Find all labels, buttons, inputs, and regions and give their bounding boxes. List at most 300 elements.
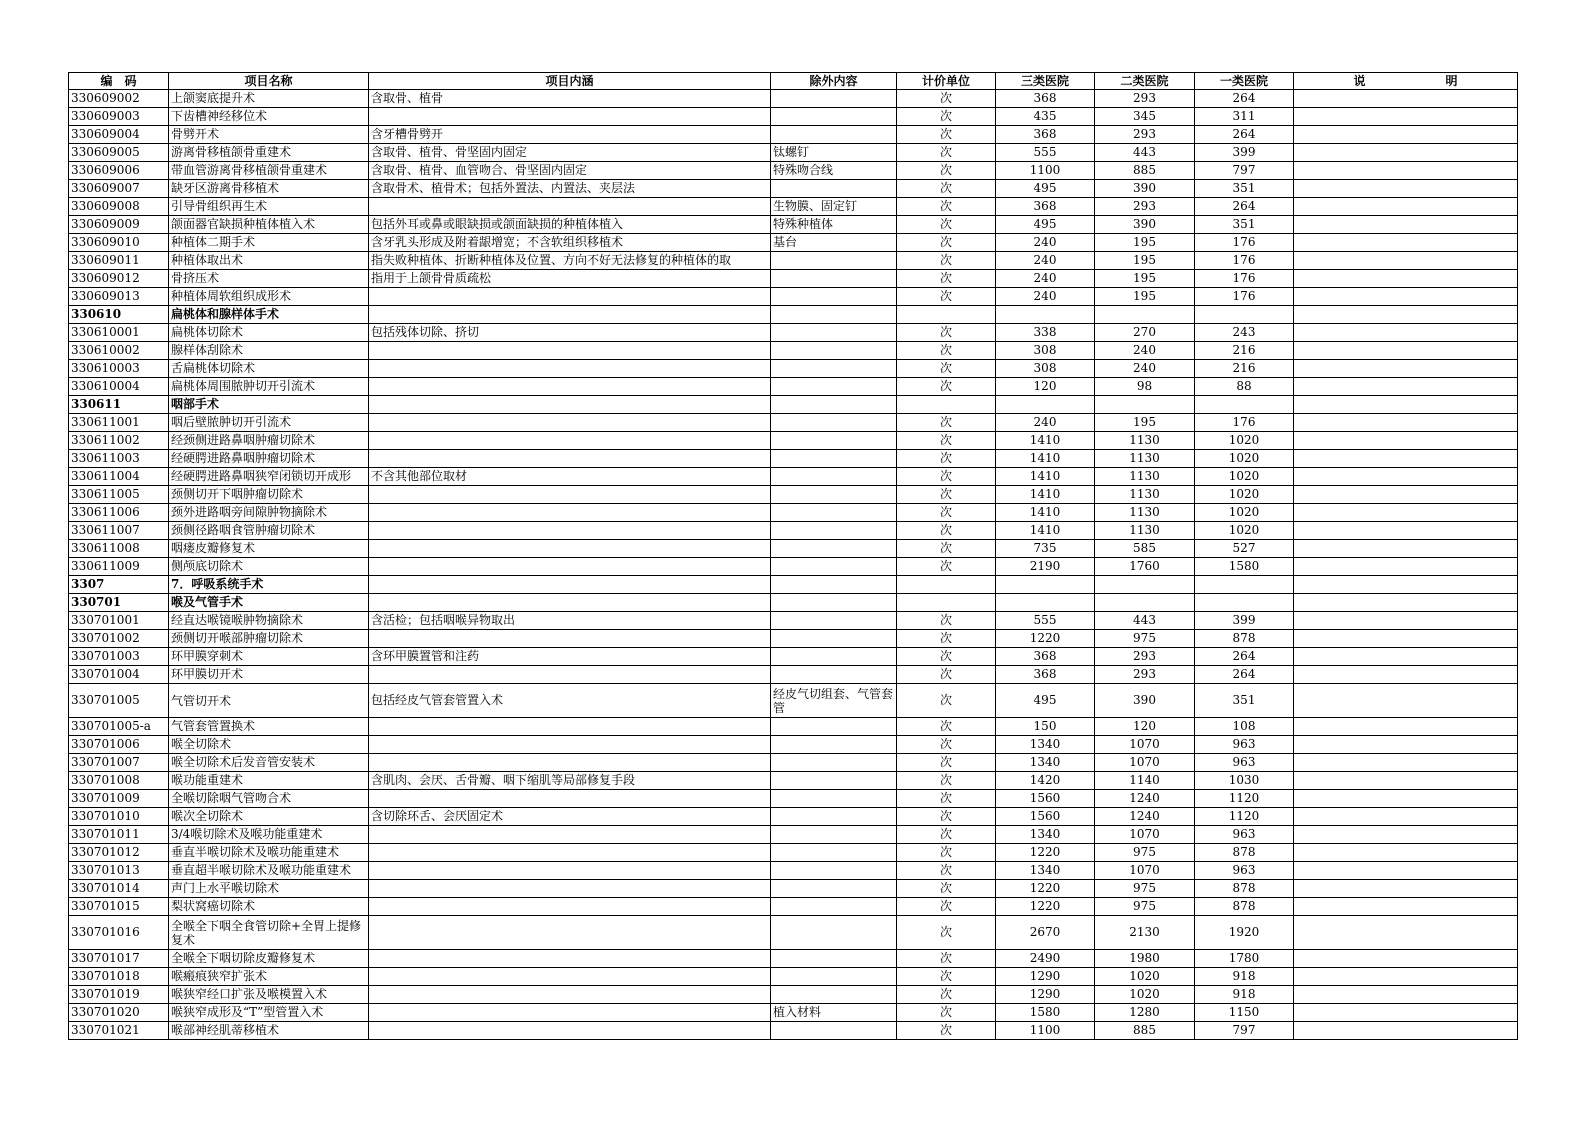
cell-unit: 次 <box>897 504 996 522</box>
cell-unit: 次 <box>897 126 996 144</box>
cell-code: 330701009 <box>69 790 169 808</box>
cell-name: 3/4喉切除术及喉功能重建术 <box>169 826 369 844</box>
cell-price-class1: 1150 <box>1195 1004 1294 1022</box>
cell-price-class3 <box>996 306 1095 324</box>
table-row <box>69 540 1518 558</box>
cell-note <box>1294 736 1518 754</box>
cell-code: 330701010 <box>69 808 169 826</box>
cell-excluded <box>771 968 897 986</box>
cell-note <box>1294 126 1518 144</box>
cell-price-class3: 735 <box>996 540 1095 558</box>
cell-name: 经硬腭进路鼻咽肿瘤切除术 <box>169 450 369 468</box>
cell-unit: 次 <box>897 144 996 162</box>
cell-note <box>1294 360 1518 378</box>
cell-code: 330610002 <box>69 342 169 360</box>
cell-code: 330609012 <box>69 270 169 288</box>
cell-excluded: 生物膜、固定钉 <box>771 198 897 216</box>
cell-excluded <box>771 90 897 108</box>
cell-note <box>1294 666 1518 684</box>
cell-price-class2: 1240 <box>1095 790 1195 808</box>
cell-excluded <box>771 306 897 324</box>
cell-code: 330701014 <box>69 880 169 898</box>
cell-code: 330701004 <box>69 666 169 684</box>
cell-note <box>1294 486 1518 504</box>
cell-excluded <box>771 270 897 288</box>
cell-unit: 次 <box>897 234 996 252</box>
cell-code: 330609006 <box>69 162 169 180</box>
cell-price-class2: 270 <box>1095 324 1195 342</box>
cell-note <box>1294 862 1518 880</box>
table-row <box>69 180 1518 198</box>
cell-price-class2: 293 <box>1095 126 1195 144</box>
cell-note <box>1294 880 1518 898</box>
cell-code: 330609008 <box>69 198 169 216</box>
cell-unit: 次 <box>897 432 996 450</box>
cell-code: 330611005 <box>69 486 169 504</box>
cell-content <box>369 342 771 360</box>
cell-name: 种植体取出术 <box>169 252 369 270</box>
cell-price-class2: 1130 <box>1095 486 1195 504</box>
table-row <box>69 612 1518 630</box>
cell-price-class3: 120 <box>996 378 1095 396</box>
cell-excluded <box>771 360 897 378</box>
cell-unit: 次 <box>897 270 996 288</box>
cell-excluded <box>771 808 897 826</box>
cell-price-class1: 1020 <box>1195 522 1294 540</box>
cell-code: 330609004 <box>69 126 169 144</box>
cell-price-class2: 1130 <box>1095 504 1195 522</box>
table-row <box>69 950 1518 968</box>
cell-unit: 次 <box>897 540 996 558</box>
cell-price-class3: 435 <box>996 108 1095 126</box>
cell-price-class3: 1100 <box>996 162 1095 180</box>
cell-name: 种植体周软组织成形术 <box>169 288 369 306</box>
cell-name: 上颌窦底提升术 <box>169 90 369 108</box>
cell-price-class2: 1760 <box>1095 558 1195 576</box>
cell-code: 330610003 <box>69 360 169 378</box>
cell-price-class3: 1410 <box>996 432 1095 450</box>
cell-price-class3: 240 <box>996 414 1095 432</box>
cell-excluded <box>771 486 897 504</box>
cell-excluded <box>771 468 897 486</box>
cell-content: 包括经皮气管套管置入术 <box>369 684 771 718</box>
cell-name: 经硬腭进路鼻咽狭窄闭锁切开成形 <box>169 468 369 486</box>
table-row <box>69 666 1518 684</box>
section-row <box>69 396 1518 414</box>
cell-code: 330701001 <box>69 612 169 630</box>
cell-name: 咽部手术 <box>169 396 369 414</box>
cell-unit: 次 <box>897 162 996 180</box>
cell-content <box>369 288 771 306</box>
cell-price-class2: 443 <box>1095 612 1195 630</box>
cell-unit: 次 <box>897 522 996 540</box>
cell-price-class3: 1410 <box>996 486 1095 504</box>
cell-code: 330701017 <box>69 950 169 968</box>
cell-unit: 次 <box>897 630 996 648</box>
cell-price-class3: 555 <box>996 612 1095 630</box>
cell-excluded <box>771 414 897 432</box>
table-row <box>69 558 1518 576</box>
cell-name: 骨劈开术 <box>169 126 369 144</box>
table-row <box>69 754 1518 772</box>
table-row <box>69 126 1518 144</box>
cell-price-class1: 878 <box>1195 630 1294 648</box>
cell-note <box>1294 234 1518 252</box>
cell-price-class3: 2670 <box>996 916 1095 950</box>
cell-note <box>1294 772 1518 790</box>
cell-price-class3: 308 <box>996 360 1095 378</box>
cell-price-class2: 240 <box>1095 342 1195 360</box>
cell-price-class3: 368 <box>996 90 1095 108</box>
cell-price-class1: 216 <box>1195 360 1294 378</box>
cell-price-class2: 293 <box>1095 648 1195 666</box>
table-row <box>69 288 1518 306</box>
cell-price-class2: 390 <box>1095 684 1195 718</box>
table-row <box>69 360 1518 378</box>
cell-code: 330611009 <box>69 558 169 576</box>
cell-content: 含肌肉、会厌、舌骨瓣、咽下缩肌等局部修复手段 <box>369 772 771 790</box>
table-row <box>69 522 1518 540</box>
cell-content <box>369 666 771 684</box>
cell-content <box>369 826 771 844</box>
cell-excluded <box>771 594 897 612</box>
cell-price-class1: 108 <box>1195 718 1294 736</box>
cell-price-class1 <box>1195 396 1294 414</box>
cell-note <box>1294 432 1518 450</box>
cell-code: 330610001 <box>69 324 169 342</box>
cell-name: 环甲膜穿刺术 <box>169 648 369 666</box>
cell-unit: 次 <box>897 916 996 950</box>
cell-content <box>369 432 771 450</box>
table-row <box>69 790 1518 808</box>
cell-excluded <box>771 1022 897 1040</box>
header-price-class3: 三类医院 <box>996 73 1095 90</box>
cell-price-class2: 1130 <box>1095 522 1195 540</box>
cell-price-class3 <box>996 396 1095 414</box>
cell-excluded <box>771 898 897 916</box>
cell-excluded <box>771 126 897 144</box>
cell-price-class1: 1020 <box>1195 468 1294 486</box>
cell-content <box>369 898 771 916</box>
cell-content <box>369 108 771 126</box>
cell-excluded <box>771 826 897 844</box>
cell-excluded <box>771 790 897 808</box>
cell-content <box>369 522 771 540</box>
cell-code: 330609007 <box>69 180 169 198</box>
cell-name: 腺样体刮除术 <box>169 342 369 360</box>
cell-note <box>1294 270 1518 288</box>
cell-excluded <box>771 324 897 342</box>
table-row <box>69 342 1518 360</box>
cell-excluded <box>771 986 897 1004</box>
cell-price-class1: 264 <box>1195 126 1294 144</box>
cell-name: 种植体二期手术 <box>169 234 369 252</box>
cell-price-class1: 264 <box>1195 648 1294 666</box>
cell-price-class3: 495 <box>996 180 1095 198</box>
table-row <box>69 504 1518 522</box>
cell-excluded <box>771 180 897 198</box>
cell-code: 330610 <box>69 306 169 324</box>
cell-name: 7．呼吸系统手术 <box>169 576 369 594</box>
cell-name: 喉狭窄经口扩张及喉模置入术 <box>169 986 369 1004</box>
cell-price-class3: 1560 <box>996 790 1095 808</box>
cell-price-class1: 878 <box>1195 898 1294 916</box>
cell-excluded <box>771 342 897 360</box>
cell-code: 330609010 <box>69 234 169 252</box>
cell-price-class2: 1240 <box>1095 808 1195 826</box>
cell-price-class2: 1140 <box>1095 772 1195 790</box>
cell-price-class3: 1100 <box>996 1022 1095 1040</box>
table-row <box>69 144 1518 162</box>
cell-excluded <box>771 648 897 666</box>
cell-price-class1: 1120 <box>1195 808 1294 826</box>
cell-name: 舌扁桃体切除术 <box>169 360 369 378</box>
header-excluded: 除外内容 <box>771 73 897 90</box>
cell-content <box>369 306 771 324</box>
cell-excluded <box>771 450 897 468</box>
cell-price-class1: 797 <box>1195 1022 1294 1040</box>
cell-price-class1: 527 <box>1195 540 1294 558</box>
cell-name: 喉全切除术 <box>169 736 369 754</box>
cell-name: 梨状窝癌切除术 <box>169 898 369 916</box>
cell-price-class2: 1280 <box>1095 1004 1195 1022</box>
cell-content <box>369 576 771 594</box>
cell-name: 全喉全下咽切除皮瓣修复术 <box>169 950 369 968</box>
cell-name: 喉狭窄成形及“T”型管置入术 <box>169 1004 369 1022</box>
cell-excluded <box>771 666 897 684</box>
cell-unit: 次 <box>897 968 996 986</box>
cell-name: 颈侧切开喉部肿瘤切除术 <box>169 630 369 648</box>
cell-price-class2 <box>1095 396 1195 414</box>
cell-name: 全喉切除咽气管吻合术 <box>169 790 369 808</box>
cell-excluded <box>771 754 897 772</box>
cell-content <box>369 790 771 808</box>
table-row <box>69 378 1518 396</box>
cell-excluded <box>771 378 897 396</box>
header-note-left: 说 <box>1353 73 1366 88</box>
cell-price-class2: 1130 <box>1095 450 1195 468</box>
cell-content <box>369 968 771 986</box>
cell-price-class2: 1070 <box>1095 736 1195 754</box>
table-row <box>69 162 1518 180</box>
cell-note <box>1294 342 1518 360</box>
cell-price-class1: 176 <box>1195 234 1294 252</box>
cell-content <box>369 950 771 968</box>
cell-code: 330611007 <box>69 522 169 540</box>
cell-name: 下齿槽神经移位术 <box>169 108 369 126</box>
cell-content: 含活检；包括咽喉异物取出 <box>369 612 771 630</box>
cell-name: 环甲膜切开术 <box>169 666 369 684</box>
cell-name: 喉次全切除术 <box>169 808 369 826</box>
cell-content: 含取骨、植骨、骨坚固内固定 <box>369 144 771 162</box>
cell-code: 330609011 <box>69 252 169 270</box>
cell-note <box>1294 594 1518 612</box>
cell-code: 330701005 <box>69 684 169 718</box>
header-price-class1: 一类医院 <box>1195 73 1294 90</box>
header-row <box>69 73 1518 90</box>
cell-price-class3: 150 <box>996 718 1095 736</box>
cell-price-class2: 2130 <box>1095 916 1195 950</box>
cell-excluded: 特殊吻合线 <box>771 162 897 180</box>
cell-price-class1: 1020 <box>1195 450 1294 468</box>
cell-price-class1: 918 <box>1195 986 1294 1004</box>
cell-price-class3: 1290 <box>996 968 1095 986</box>
cell-price-class3: 1410 <box>996 468 1095 486</box>
table-row <box>69 880 1518 898</box>
cell-unit: 次 <box>897 772 996 790</box>
cell-price-class1: 176 <box>1195 288 1294 306</box>
cell-price-class1: 399 <box>1195 612 1294 630</box>
cell-note <box>1294 414 1518 432</box>
cell-code: 330609005 <box>69 144 169 162</box>
cell-price-class1: 216 <box>1195 342 1294 360</box>
cell-price-class2: 390 <box>1095 216 1195 234</box>
cell-price-class1: 176 <box>1195 414 1294 432</box>
cell-unit: 次 <box>897 108 996 126</box>
cell-unit: 次 <box>897 612 996 630</box>
cell-note <box>1294 648 1518 666</box>
cell-price-class1: 399 <box>1195 144 1294 162</box>
cell-note <box>1294 684 1518 718</box>
cell-unit: 次 <box>897 252 996 270</box>
cell-note <box>1294 898 1518 916</box>
table-row <box>69 1004 1518 1022</box>
table-row <box>69 450 1518 468</box>
cell-unit: 次 <box>897 558 996 576</box>
cell-excluded <box>771 612 897 630</box>
cell-note <box>1294 504 1518 522</box>
cell-note <box>1294 630 1518 648</box>
cell-note <box>1294 252 1518 270</box>
section-row <box>69 576 1518 594</box>
table-row <box>69 844 1518 862</box>
cell-price-class2: 195 <box>1095 252 1195 270</box>
cell-content <box>369 754 771 772</box>
cell-price-class1: 1020 <box>1195 504 1294 522</box>
cell-note <box>1294 576 1518 594</box>
cell-unit: 次 <box>897 180 996 198</box>
cell-code: 330610004 <box>69 378 169 396</box>
cell-content <box>369 360 771 378</box>
table-row <box>69 1022 1518 1040</box>
cell-price-class2: 98 <box>1095 378 1195 396</box>
table-row <box>69 270 1518 288</box>
cell-unit <box>897 306 996 324</box>
cell-price-class3: 495 <box>996 216 1095 234</box>
cell-note <box>1294 718 1518 736</box>
table-row <box>69 826 1518 844</box>
cell-price-class1: 918 <box>1195 968 1294 986</box>
cell-price-class2: 293 <box>1095 666 1195 684</box>
table-row <box>69 718 1518 736</box>
cell-code: 330609013 <box>69 288 169 306</box>
cell-note <box>1294 180 1518 198</box>
cell-note <box>1294 558 1518 576</box>
cell-price-class2: 975 <box>1095 844 1195 862</box>
cell-unit: 次 <box>897 986 996 1004</box>
cell-price-class1: 311 <box>1195 108 1294 126</box>
cell-code: 330611006 <box>69 504 169 522</box>
cell-unit: 次 <box>897 486 996 504</box>
table-row <box>69 736 1518 754</box>
cell-price-class2: 1020 <box>1095 986 1195 1004</box>
cell-name: 咽瘘皮瓣修复术 <box>169 540 369 558</box>
cell-code: 330611008 <box>69 540 169 558</box>
cell-price-class1: 264 <box>1195 666 1294 684</box>
cell-name: 颈侧切开下咽肿瘤切除术 <box>169 486 369 504</box>
cell-excluded <box>771 880 897 898</box>
cell-price-class2: 585 <box>1095 540 1195 558</box>
cell-excluded <box>771 862 897 880</box>
table-row <box>69 198 1518 216</box>
cell-price-class3: 495 <box>996 684 1095 718</box>
cell-content <box>369 378 771 396</box>
cell-code: 330701 <box>69 594 169 612</box>
cell-note <box>1294 216 1518 234</box>
table-row <box>69 252 1518 270</box>
header-note-right: 明 <box>1445 73 1458 88</box>
cell-name: 喉部神经肌蒂移植术 <box>169 1022 369 1040</box>
header-name: 项目名称 <box>169 73 369 90</box>
cell-content <box>369 450 771 468</box>
header-note <box>1294 73 1518 90</box>
cell-price-class2: 345 <box>1095 108 1195 126</box>
cell-unit: 次 <box>897 1022 996 1040</box>
cell-content: 含环甲膜置管和注药 <box>369 648 771 666</box>
cell-price-class3: 555 <box>996 144 1095 162</box>
cell-price-class2: 1980 <box>1095 950 1195 968</box>
cell-excluded <box>771 916 897 950</box>
cell-content <box>369 862 771 880</box>
cell-excluded <box>771 504 897 522</box>
cell-name: 颈侧径路咽食管肿瘤切除术 <box>169 522 369 540</box>
cell-code: 330611001 <box>69 414 169 432</box>
cell-unit: 次 <box>897 198 996 216</box>
cell-content: 含取骨、植骨、血管吻合、骨坚固内固定 <box>369 162 771 180</box>
cell-name: 扁桃体和腺样体手术 <box>169 306 369 324</box>
cell-name: 带血管游离骨移植颌骨重建术 <box>169 162 369 180</box>
cell-unit <box>897 594 996 612</box>
cell-name: 骨挤压术 <box>169 270 369 288</box>
cell-name: 扁桃体切除术 <box>169 324 369 342</box>
cell-unit: 次 <box>897 718 996 736</box>
cell-unit: 次 <box>897 826 996 844</box>
cell-excluded <box>771 576 897 594</box>
cell-price-class2: 975 <box>1095 630 1195 648</box>
cell-content <box>369 736 771 754</box>
table-row <box>69 898 1518 916</box>
cell-unit: 次 <box>897 378 996 396</box>
cell-price-class3: 1410 <box>996 504 1095 522</box>
cell-unit: 次 <box>897 342 996 360</box>
cell-unit: 次 <box>897 684 996 718</box>
cell-note <box>1294 844 1518 862</box>
cell-price-class3: 1340 <box>996 754 1095 772</box>
cell-price-class3: 1220 <box>996 630 1095 648</box>
cell-price-class2: 195 <box>1095 234 1195 252</box>
cell-code: 330701016 <box>69 916 169 950</box>
cell-excluded <box>771 630 897 648</box>
cell-price-class1: 1020 <box>1195 432 1294 450</box>
cell-note <box>1294 162 1518 180</box>
cell-content: 指用于上颌骨骨质疏松 <box>369 270 771 288</box>
cell-note <box>1294 754 1518 772</box>
cell-price-class3: 240 <box>996 252 1095 270</box>
cell-excluded <box>771 558 897 576</box>
cell-note <box>1294 1004 1518 1022</box>
cell-code: 330611002 <box>69 432 169 450</box>
table-row <box>69 684 1518 718</box>
